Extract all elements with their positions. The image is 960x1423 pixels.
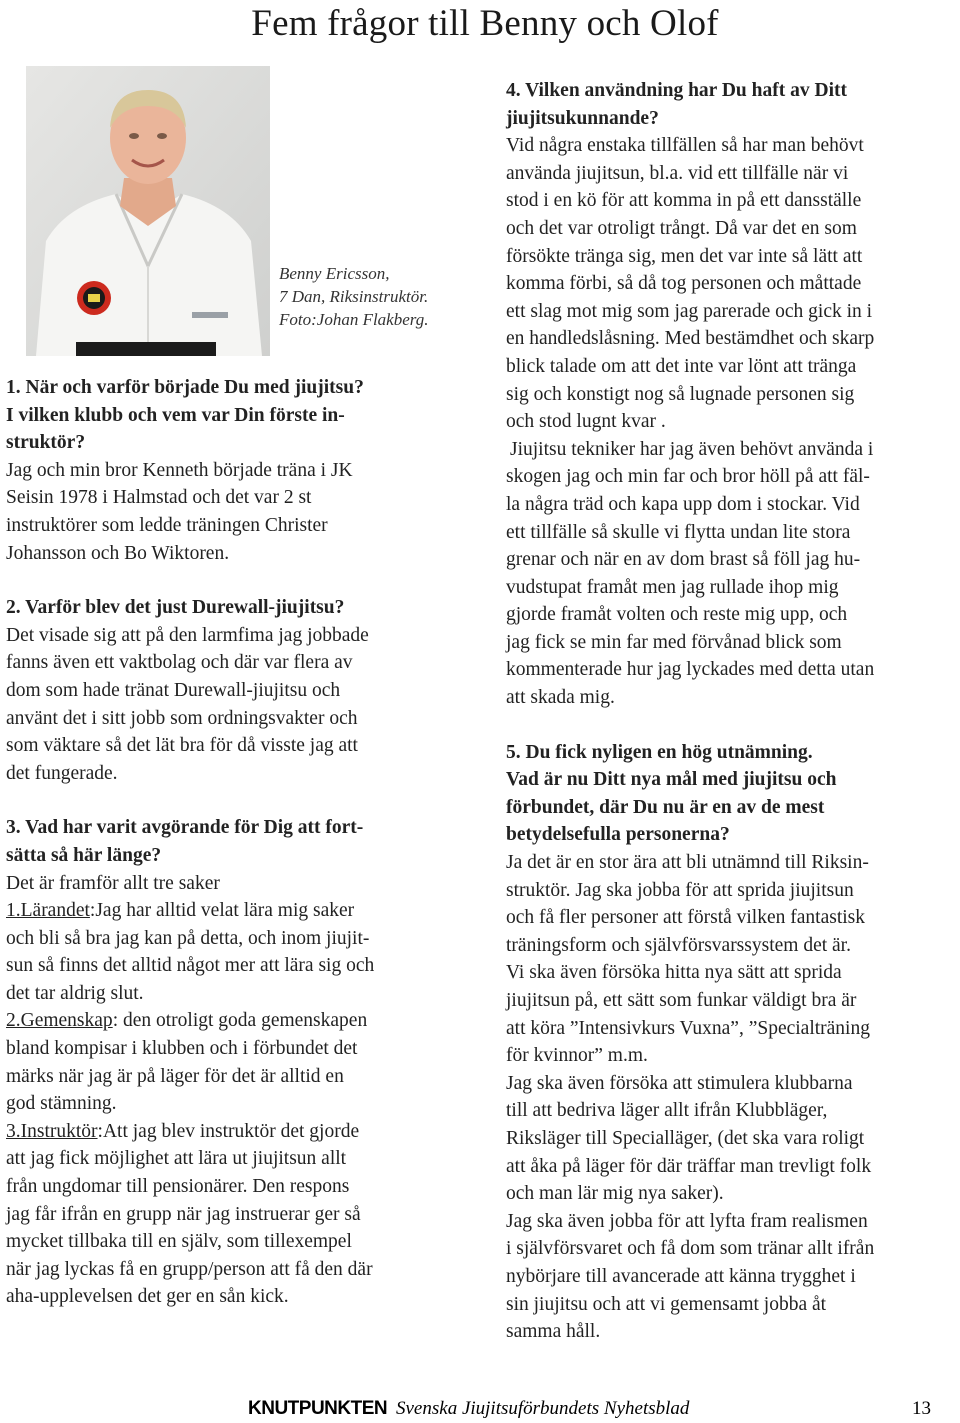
item-label: 1.Lärandet [6,900,90,922]
answer-line: jag får ifrån en grupp när jag instruerar ger så [6,1203,361,1225]
answer-line: Vid några enstaka tillfällen så har man behövt [506,135,864,157]
answer-line: Ja det är en stor ära att bli utnämnd till Riksin- [506,852,869,874]
answer-line: Vi ska även försöka hitta nya sätt att sprida [506,962,842,984]
answer-line: använt det i sitt jobb som ordningsvakter och [6,707,358,729]
question-1: 1. När och varför började Du med jiujitsu? [6,377,364,398]
answer-line: använda jiujitsun, bl.a. vid ett tillfälle när vi [506,162,849,184]
portrait-illustration [26,66,270,356]
answer-line: blick talade om att det inte var lönt att tränga [506,355,857,377]
answer-line: en handledslåsning. Med bestämdhet och skarp [506,328,875,350]
item-text: : den otroligt goda gemenskapen [112,1010,368,1032]
caption-line: 7 Dan, Riksinstruktör. [279,287,429,306]
answer-line: Det visade sig att på den larmfima jag jobbade [6,624,369,646]
left-column [6,374,461,1311]
answer-line: att åka på läger för där träffar man trevligt folk [506,1155,872,1177]
question-1: I vilken klubb och vem var Din förste in- [6,404,345,426]
question-5: Vad är nu Ditt nya mål med jiujitsu och [506,769,837,791]
answer-line: ett tillfälle så skulle vi flytta undan lite stora [506,521,851,543]
answer-line: för kvinnor” m.m. [506,1045,648,1067]
answer-line [6,897,461,925]
answer-line: jiujitsun på, ett sätt som funkar väldigt bra är [506,990,857,1011]
answer-line: mycket tillbaka till en själv, som tillexempel [6,1231,352,1253]
answer-line: det tar aldrig slut. [6,982,144,1004]
answer-line: träningsform och självförsvarssystem det är. [506,934,851,956]
publication-name: Svenska Jiujitsuförbundets Nyhetsblad [396,1398,690,1419]
answer-line: när jag lyckas få en grupp/person att få den där [6,1258,373,1280]
answer-line: Det är framför allt tre saker [6,872,220,894]
answer-line: att skada mig. [506,687,615,709]
question-5: 5. Du fick nyligen en hög utnämning. [506,741,813,763]
answer-line: struktör. Jag ska jobba för att sprida jiujitsun [506,879,854,901]
answer-line: märks när jag är på läger för det är alltid en [6,1065,344,1087]
answer-line: i självförsvaret och få dom som tränar allt ifrån [506,1238,875,1260]
question-4: jiujitsukunnande? [506,107,659,129]
question-4: 4. Vilken användning har Du haft av Ditt [506,80,847,101]
answer-line: gjorde framåt volten och reste mig upp, och [506,604,848,626]
answer-line: komma förbi, så då tog personen och måttade [506,273,862,295]
answer-line: la några träd och kapa upp dom i stockar. Vid [506,493,860,515]
answer-line: kommenterade hur jag lyckades med detta utan [506,659,875,681]
answer-line: Johansson och Bo Wiktoren. [6,542,230,564]
answer-line: nybörjare till avancerade att känna trygghet i [506,1265,856,1287]
page-footer [0,1398,960,1422]
answer-line [6,1118,461,1146]
photo-caption [279,262,429,331]
answer-line: och det var otroligt trångt. Då var det en som [506,217,857,239]
answer-line: jag fick se min far med förvånad blick som [506,631,842,653]
answer-line: aha-upplevelsen det ger en sån kick. [6,1286,289,1308]
answer-line: skogen jag och min far och bror höll på att fäl- [506,466,870,488]
answer-line: och man lär mig nya saker). [506,1183,724,1205]
answer-line: instruktörer som ledde träningen Christer [6,514,328,536]
caption-line: Benny Ericsson, [279,264,390,283]
answer-line: stod i en kö för att komma in på ett dansställe [506,190,862,212]
answer-line: från ungdomar till pensionärer. Den respons [6,1176,350,1198]
answer-line [6,1007,461,1035]
answer-line: bland kompisar i klubben och i förbundet det [6,1038,358,1060]
right-column [506,77,960,1346]
item-text: :Att jag blev instruktör det gjorde [97,1120,360,1142]
page-number: 13 [912,1398,931,1419]
answer-line: god stämning. [6,1093,117,1115]
answer-line: att köra ”Intensivkurs Vuxna”, ”Specialträning [506,1017,870,1039]
answer-line: det fungerade. [6,762,118,784]
item-label: 2.Gemenskap [6,1010,113,1032]
answer-line: Jiujitsu tekniker har jag även behövt använda i [510,438,874,460]
answer-line: Seisin 1978 i Halmstad och det var 2 st [6,487,312,509]
question-1: struktör? [6,432,86,454]
question-5: betydelsefulla personerna? [506,824,730,846]
answer-line: dom som hade tränat Durewall-jiujitsu och [6,679,341,701]
answer-line: till att bedriva läger allt ifrån Klubbläger, [506,1100,828,1122]
answer-line: sun så finns det alltid något mer att lära sig och [6,955,375,977]
answer-line: ett slag mot mig som jag parerade och gick in i [506,300,873,322]
answer-line: som väktare så det lät bra för då visste jag att [6,735,358,757]
page-title: Fem frågor till Benny och Olof [251,3,719,44]
answer-line: Riksläger till Specialläger, (det ska vara roligt [506,1127,865,1149]
question-2: 2. Varför blev det just Durewall-jiujitsu? [6,597,345,619]
answer-line: försökte tränga sig, men det var inte så lätt att [506,245,863,267]
item-text: :Jag har alltid velat lära mig saker [89,900,355,922]
answer-line: Jag ska även försöka att stimulera klubbarna [506,1072,853,1094]
answer-line: samma håll. [506,1321,601,1343]
answer-line: Jag ska även jobba för att lyfta fram realismen [506,1210,868,1232]
answer-line: och stod lugnt kvar . [506,411,666,433]
answer-line: vudstupat framåt men jag rullade ihop mig [506,576,839,598]
portrait-photo [26,66,270,356]
answer-line: sig och konstigt nog så lugnade personen sig [506,383,855,405]
item-label: 3.Instruktör [6,1120,98,1142]
question-3: 3. Vad har varit avgörande för Dig att fort- [6,817,364,839]
question-5: förbundet, där Du nu är en av de mest [506,796,825,818]
answer-line: sin jiujitsu och att vi gemensamt jobba åt [506,1293,827,1315]
answer-line: fanns även ett vaktbolag och där var flera av [6,652,353,674]
caption-line: Foto:Johan Flakberg. [279,310,429,329]
newsletter-brand: KNUTPUNKTEN [248,1398,388,1419]
answer-line: Jag och min bror Kenneth började träna i JK [6,459,353,481]
answer-line: att jag fick möjlighet att lära ut jiujitsun allt [6,1148,347,1170]
answer-line: grenar och när en av dom brast så föll jag hu- [506,549,861,571]
question-3: sätta så här länge? [6,844,162,866]
answer-line: och bli så bra jag kan på detta, och inom jiujit- [6,927,370,949]
answer-line: och få fler personer att förstå vilken fantastisk [506,907,865,929]
